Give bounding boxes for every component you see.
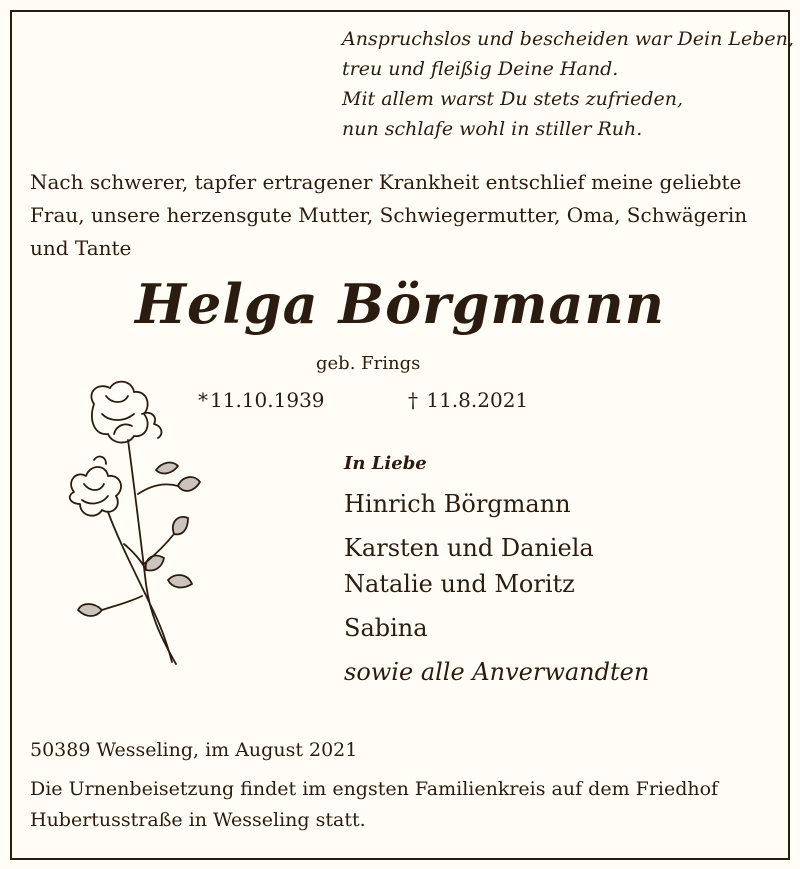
poem [342, 24, 794, 144]
mourner: Karsten und Daniela [344, 534, 594, 562]
intro-line: Nach schwerer, tapfer ertragener Krankheit entschlief meine geliebte [30, 170, 742, 194]
intro-line: Frau, unsere herzensgute Mutter, Schwiegermutter, Oma, Schwägerin [30, 203, 748, 227]
deceased-name: Helga Börgmann [135, 272, 665, 336]
death-date [408, 388, 528, 412]
poem-line: Anspruchslos und bescheiden war Dein Leben, [342, 28, 794, 50]
poem-line: Mit allem warst Du stets zufrieden, [342, 88, 684, 110]
burial-notice [30, 774, 778, 836]
burial-line: Die Urnenbeisetzung findet im engsten Familienkreis auf dem Friedhof [30, 778, 719, 800]
birth-symbol: * [198, 388, 208, 412]
rose-icon [54, 374, 224, 674]
birth-date-value: 11.10.1939 [210, 388, 325, 412]
intro-text [30, 166, 778, 265]
maiden-name: geb. Frings [316, 353, 421, 374]
cross-icon: † [408, 388, 418, 412]
mourner: Hinrich Börgmann [344, 490, 571, 518]
intro-line: und Tante [30, 236, 132, 260]
place-date: 50389 Wesseling, im August 2021 [30, 739, 358, 761]
poem-line: treu und fleißig Deine Hand. [342, 58, 619, 80]
mourner: sowie alle Anverwandten [344, 658, 650, 686]
poem-line: nun schlafe wohl in stiller Ruh. [342, 118, 643, 140]
mourner: Natalie und Moritz [344, 570, 575, 598]
death-date-value: 11.8.2021 [426, 388, 529, 412]
burial-line: Hubertusstraße in Wesseling statt. [30, 809, 366, 831]
mourners-heading: In Liebe [344, 453, 427, 474]
mourners [344, 453, 764, 690]
mourner: Sabina [344, 614, 428, 642]
